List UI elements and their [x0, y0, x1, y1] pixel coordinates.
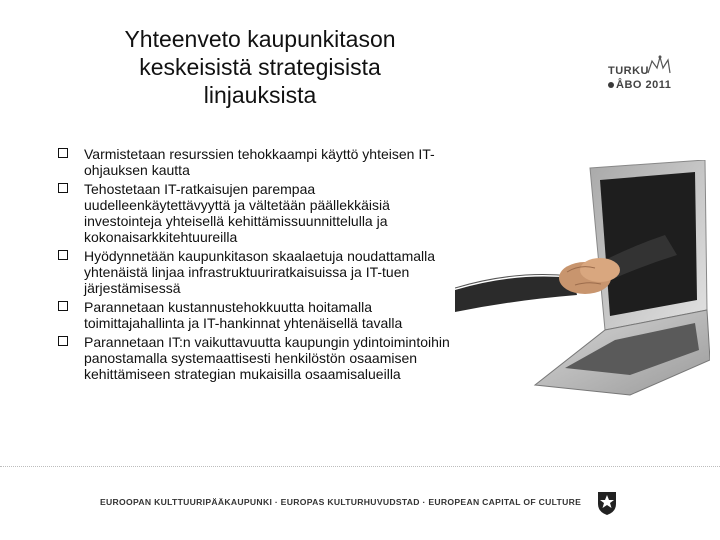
checkbox-bullet-icon — [58, 183, 68, 193]
list-item-text: Parannetaan kustannustehokkuutta hoitamalla toimittajahallinta ja IT-hankinnat yhtenäisellä tavalla — [84, 299, 403, 331]
list-item — [58, 181, 458, 245]
turku-2011-logo — [600, 55, 680, 95]
list-item — [58, 334, 458, 382]
bullet-list — [58, 146, 458, 385]
title-line-2: keskeisistä strategisista — [139, 54, 381, 81]
list-item — [58, 299, 458, 331]
footer-text: EUROOPAN KULTTUURIPÄÄKAUPUNKI · EUROPAS KULTURHUVUDSTAD · EUROPEAN CAPITAL OF CULTURE — [100, 497, 582, 507]
list-item-text: Hyödynnetään kaupunkitason skaalaetuja noudattamalla yhtenäistä linjaa infrastruktuuriratkaisuissa ja IT-tuen järjestämisessä — [84, 248, 436, 296]
logo-dot-icon — [608, 82, 614, 88]
list-item — [58, 248, 458, 296]
list-item-text: Varmistetaan resurssien tehokkaampi käyttö yhteisen IT-ohjauksen kautta — [84, 146, 435, 178]
checkbox-bullet-icon — [58, 148, 68, 158]
laptop-handshake-image — [455, 160, 710, 400]
checkbox-bullet-icon — [58, 336, 68, 346]
list-item-text: Parannetaan IT:n vaikuttavuutta kaupungin ydintoimintoihin panostamalla systemaattisesti henkilöstön osaamisen kehittämiseen strategian mukaisilla osaamisalueilla — [84, 334, 450, 382]
checkbox-bullet-icon — [58, 250, 68, 260]
turku-crest-icon — [596, 490, 618, 516]
title-line-3: linjauksista — [203, 82, 317, 109]
logo-text-abo — [608, 79, 671, 91]
crown-icon — [646, 55, 672, 77]
footer-divider — [0, 466, 720, 467]
list-item-text: Tehostetaan IT-ratkaisujen parempaa uudelleenkäytettävyyttä ja vältetään päällekkäisiä investointeja yhteisellä kehittämissuunnittelulla ja kokonaisarkkitehtuureilla — [84, 181, 390, 245]
logo-text-abo-label: ÅBO 2011 — [616, 79, 672, 91]
title-line-1: Yhteenveto kaupunkitason — [124, 26, 396, 53]
page-title — [60, 25, 460, 109]
checkbox-bullet-icon — [58, 301, 68, 311]
logo-text-turku: TURKU — [608, 65, 649, 77]
list-item — [58, 146, 458, 178]
